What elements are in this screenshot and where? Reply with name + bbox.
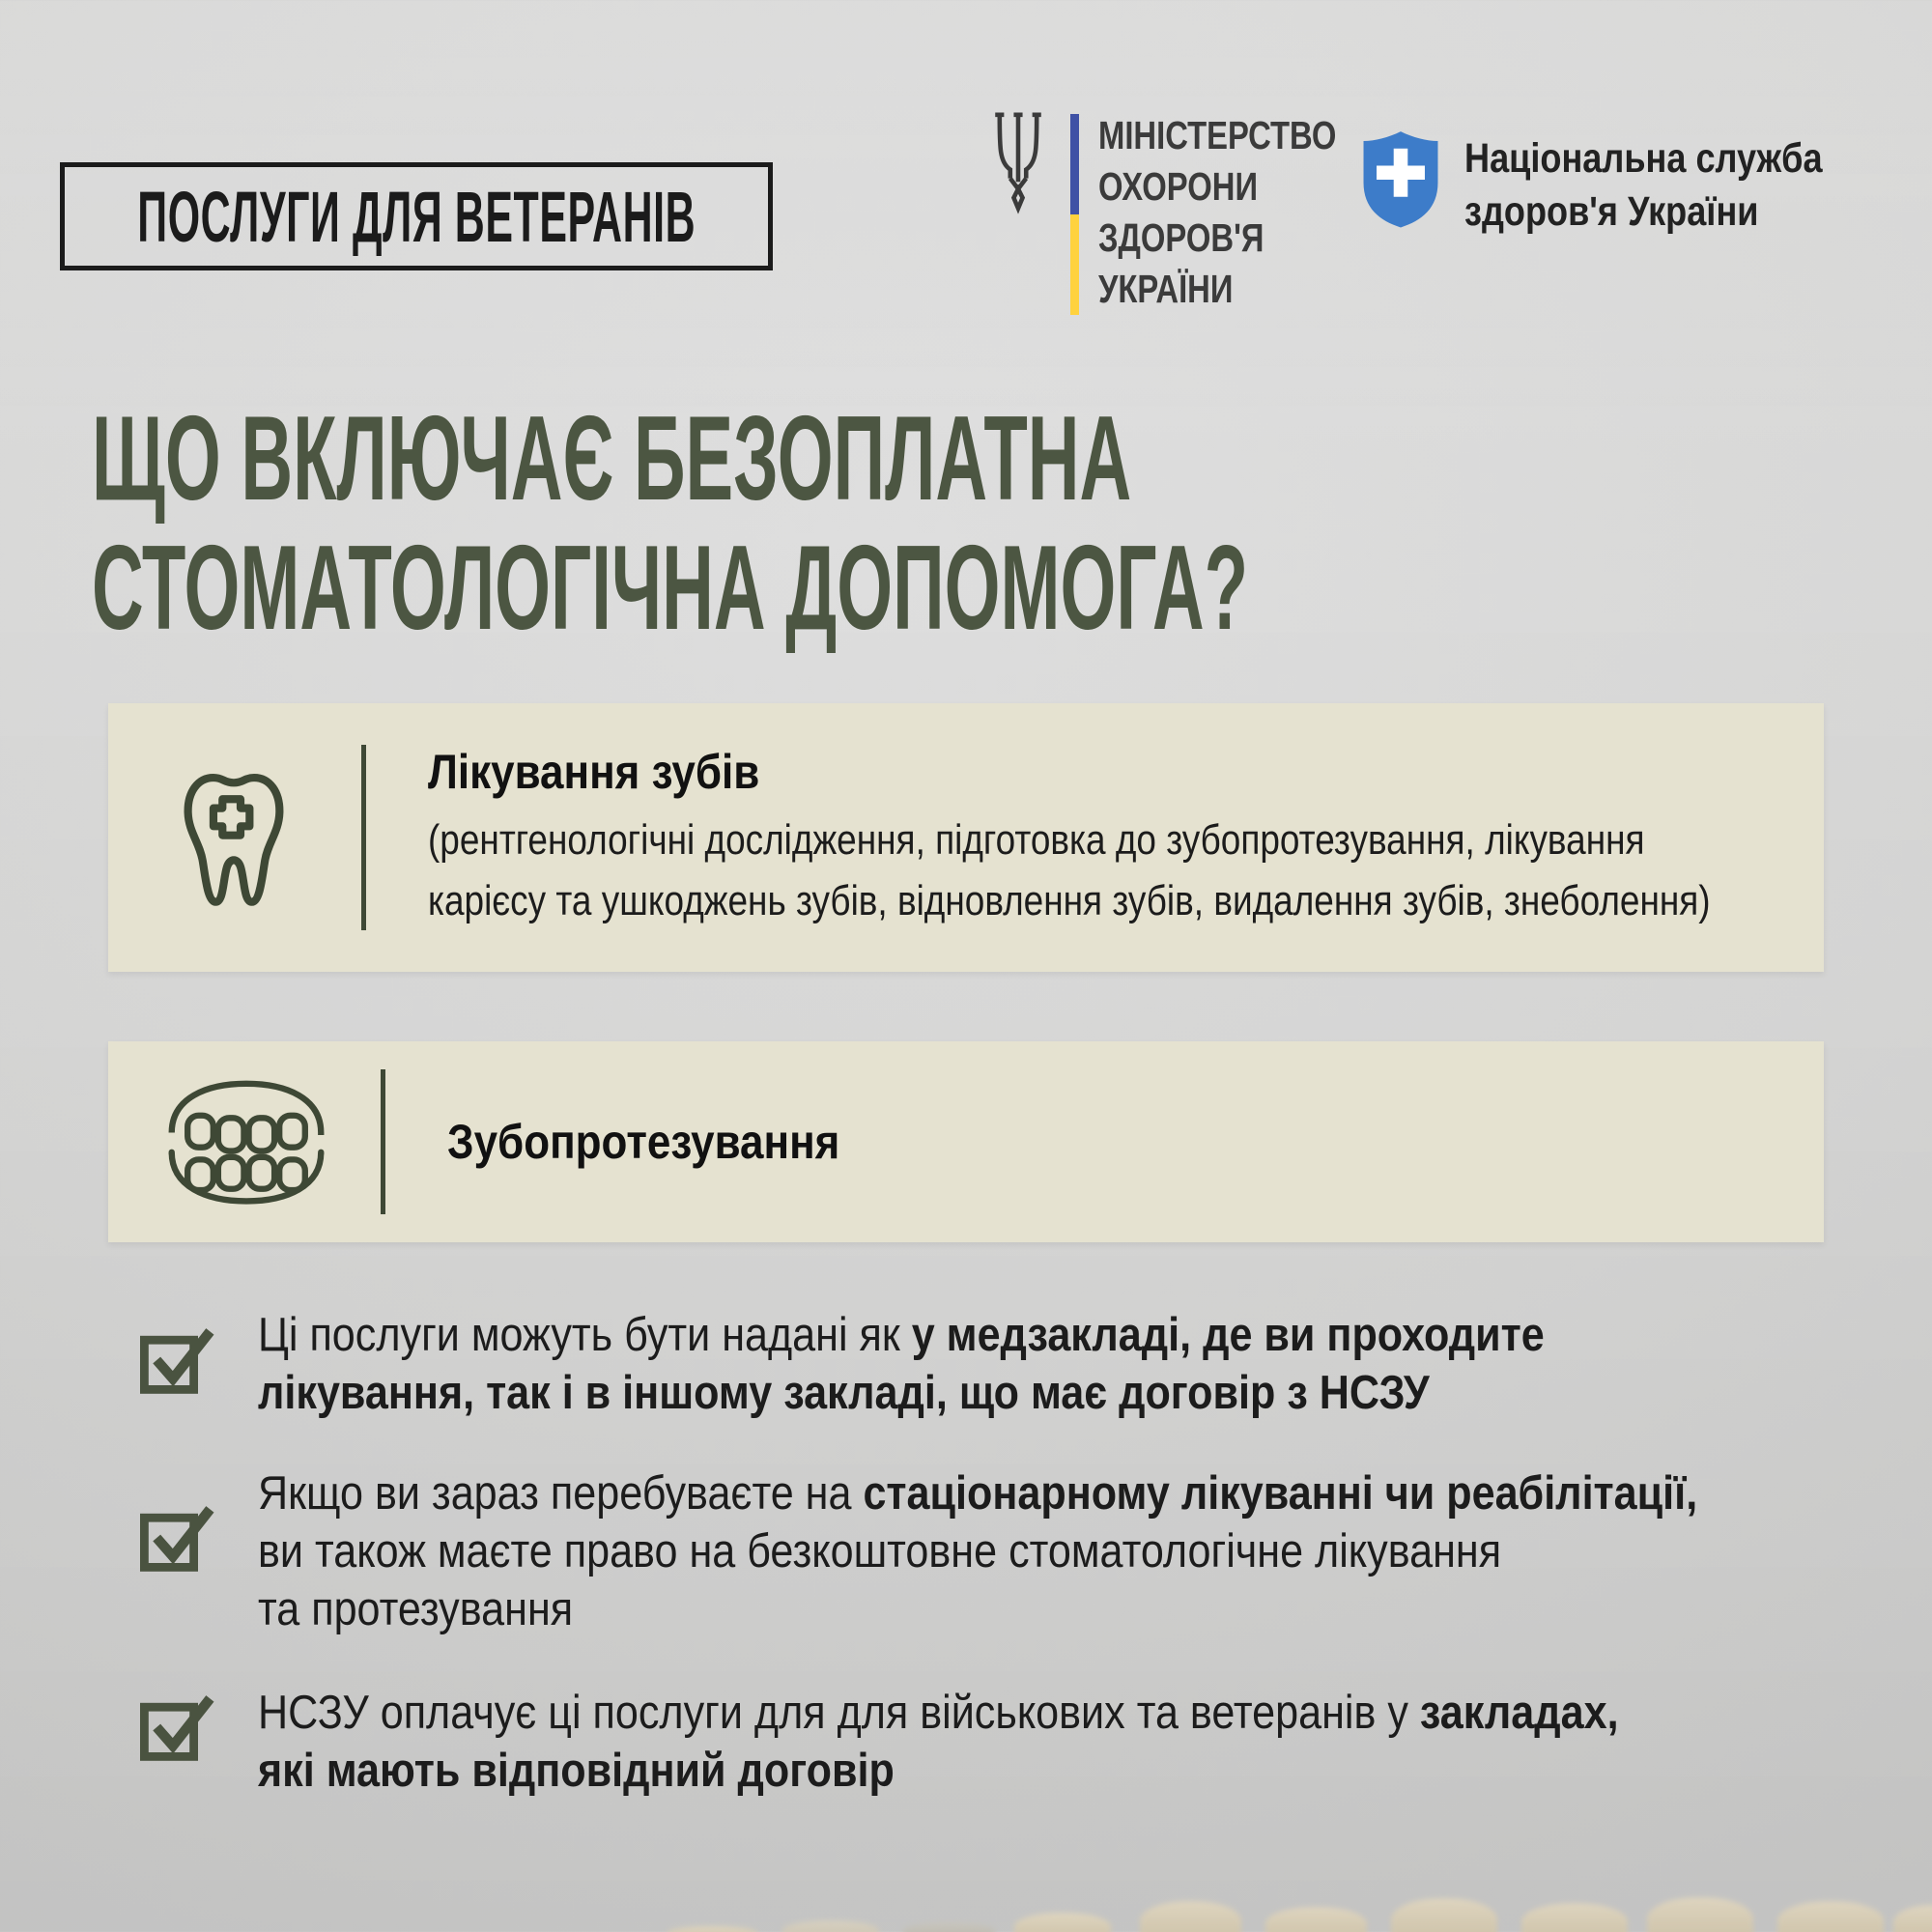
page-title — [92, 394, 1932, 653]
card-desc-line: карієсу та ушкоджень зубів, відновлення зубів, видалення зубів, знеболення) — [428, 877, 1711, 924]
bullet-text: НСЗУ оплачує ці послуги для для військових та ветеранів у — [258, 1687, 1420, 1739]
moh-name — [1098, 110, 1396, 315]
card-dentures — [108, 1041, 1824, 1242]
tooth-tip — [1893, 1905, 1932, 1932]
moh-logo — [987, 108, 1396, 315]
tooth-tip — [1140, 1901, 1241, 1932]
bullet-line — [258, 1364, 1545, 1422]
tooth-tip — [667, 1926, 758, 1932]
bullet-line — [258, 1464, 1697, 1522]
tooth-tip — [1391, 1898, 1497, 1932]
nszu-name — [1464, 132, 1890, 239]
bullet-line — [258, 1742, 1619, 1800]
checkbox-checked-icon — [138, 1689, 215, 1766]
bullet-text-bold: лікування, так і в іншому закладі, що має договір з НСЗУ — [258, 1367, 1430, 1419]
ukraine-trident-icon — [987, 108, 1049, 220]
shield-cross-icon — [1360, 128, 1441, 229]
moh-flag-bar — [1070, 114, 1079, 315]
bullet-line — [258, 1684, 1619, 1742]
moh-name-line: ЗДОРОВ'Я — [1098, 215, 1264, 260]
bullet-nszu-payment — [258, 1684, 1804, 1800]
bullet-line — [258, 1306, 1545, 1364]
tooth-tip — [1647, 1897, 1753, 1932]
card-dental-treatment-text — [428, 744, 1932, 931]
card-dental-treatment — [108, 703, 1824, 972]
card-desc-line: (рентгенологічні дослідження, підготовка до зубопротезування, лікування — [428, 816, 1645, 864]
card-dentures-title: Зубопротезування — [447, 1115, 840, 1169]
veterans-services-badge — [60, 162, 773, 270]
bullet-line: та протезування — [258, 1583, 574, 1635]
nszu-logo — [1360, 128, 1890, 239]
bullet-text-bold: які мають відповідний договір — [258, 1745, 895, 1797]
bullet-stationary-care — [258, 1464, 1893, 1638]
tooth-tip — [1777, 1901, 1884, 1932]
card-divider — [361, 745, 366, 930]
tooth-cross-icon — [172, 764, 309, 911]
tooth-tip — [1521, 1903, 1628, 1932]
bullet-medzaklad — [258, 1306, 1719, 1422]
teeth-photo-fragment — [0, 1864, 1932, 1932]
page-title-line1: ЩО ВКЛЮЧАЄ БЕЗОПЛАТНА — [92, 392, 1132, 526]
moh-name-line: ОХОРОНИ — [1098, 164, 1259, 209]
nszu-name-line: Національна служба — [1464, 135, 1823, 182]
tooth-tip — [782, 1920, 879, 1932]
veterans-services-badge-label: ПОСЛУГИ ДЛЯ ВЕТЕРАНІВ — [137, 176, 696, 257]
dentures-icon — [155, 1071, 338, 1212]
bullet-text: Ці послуги можуть бути надані як — [258, 1309, 912, 1361]
checkbox-checked-icon — [138, 1321, 215, 1399]
moh-name-line: УКРАЇНИ — [1098, 267, 1234, 311]
checkbox-checked-icon — [138, 1499, 215, 1577]
nszu-name-line: здоров'я України — [1464, 188, 1759, 235]
bullet-text: Якщо ви зараз перебуваєте на — [258, 1467, 864, 1520]
bullet-text-bold: закладах, — [1419, 1687, 1619, 1739]
card-dental-treatment-title: Лікування зубів — [428, 745, 760, 799]
card-dentures-text — [447, 1114, 894, 1170]
bullet-text-bold: у медзакладі, де ви проходите — [911, 1309, 1545, 1361]
bullet-text-bold: стаціонарному лікуванні чи реабілітації, — [863, 1467, 1698, 1520]
page-title-line2: СТОМАТОЛОГІЧНА ДОПОМОГА? — [92, 522, 1249, 655]
bullet-line: ви також маєте право на безкоштовне стоматологічне лікування — [258, 1525, 1502, 1577]
tooth-tip — [1265, 1907, 1367, 1932]
card-divider — [381, 1069, 385, 1214]
tooth-tip — [903, 1922, 995, 1932]
tooth-tip — [1014, 1913, 1111, 1932]
moh-name-line: МІНІСТЕРСТВО — [1098, 113, 1337, 157]
card-dental-treatment-desc — [428, 810, 1932, 931]
